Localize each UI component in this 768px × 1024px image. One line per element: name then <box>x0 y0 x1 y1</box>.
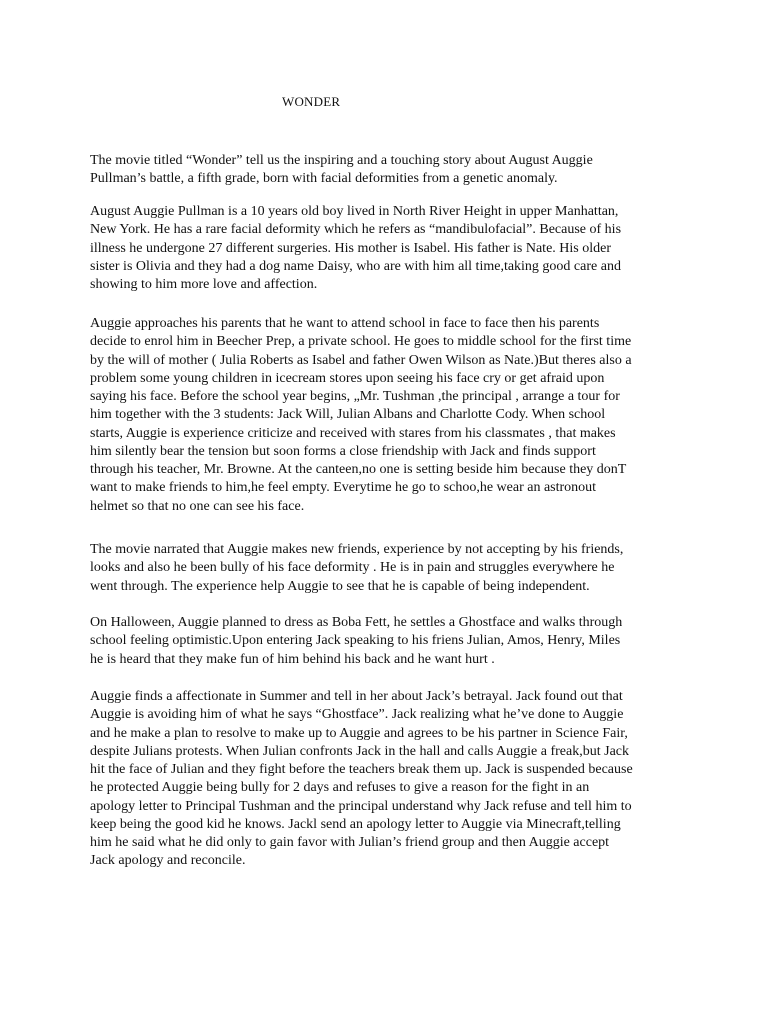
paragraph-school <box>90 315 690 516</box>
paragraph-line: he is heard that they make fun of him behind his back and he want hurt . <box>90 651 495 667</box>
paragraph-line: New York. He has a rare facial deformity which he refers as “mandibulofacial”. Because of his <box>90 222 622 238</box>
paragraph-line: want to make friends to him,he feel empty. Everytime he go to schoo,he wear an astronout <box>90 480 597 496</box>
paragraph-line: decide to enrol him in Beecher Prep, a private school. He goes to middle school for the first time <box>90 334 632 350</box>
paragraph-line: On Halloween, Auggie planned to dress as Boba Fett, he settles a Ghostface and walks through <box>90 615 623 630</box>
paragraph-line: looks and also he been bully of his face deformity . He is in pain and struggles everywhere he <box>90 560 615 576</box>
paragraph-line: Pullman’s battle, a fifth grade, born with facial deformities from a genetic anomaly. <box>90 171 558 187</box>
paragraph-line: August Auggie Pullman is a 10 years old boy lived in North River Height in upper Manhattan, <box>90 204 619 219</box>
paragraph-line: Auggie finds a affectionate in Summer and tell in her about Jack’s betrayal. Jack found out that <box>90 689 623 704</box>
paragraph-narration <box>90 541 690 596</box>
paragraph-line: he protected Auggie being bully for 2 days and refuses to give a reason for the fight in an <box>90 780 590 796</box>
paragraph-line: Auggie approaches his parents that he want to attend school in face to face then his parents <box>90 316 600 331</box>
paragraph-line: him silently bear the tension but soon forms a close friendship with Jack and finds support <box>90 443 596 459</box>
paragraph-line: him together with the 3 students: Jack Will, Julian Albans and Charlotte Cody. When school <box>90 407 606 423</box>
paragraph-line: keep being the good kid he knows. Jackl send an apology letter to Auggie via Minecraft,telling <box>90 816 621 832</box>
paragraph-line: Jack apology and reconcile. <box>90 853 246 869</box>
paragraph-line: The movie narrated that Auggie makes new friends, experience by not accepting by his friends, <box>90 542 624 557</box>
paragraph-line: went through. The experience help Auggie to see that he is capable of being independent. <box>90 578 590 594</box>
paragraph-line: illness he undergone 27 different surgeries. His mother is Isabel. His father is Nate. His older <box>90 240 611 256</box>
paragraph-line: by the will of mother ( Julia Roberts as Isabel and father Owen Wilson as Nate.)But theres also a <box>90 352 632 368</box>
paragraph-line: school feeling optimistic.Upon entering Jack speaking to his friens Julian, Amos, Henry, Miles <box>90 633 621 649</box>
paragraph-line: despite Julians protests. When Julian confronts Jack in the hall and calls Auggie a freak,but Jack <box>90 743 629 759</box>
paragraph-reconciliation <box>90 688 690 871</box>
paragraph-auggie-background <box>90 203 690 294</box>
paragraph-line: saying his face. Before the school year begins, „Mr. Tushman ,the principal , arrange a tour for <box>90 389 620 404</box>
paragraph-line: The movie titled “Wonder” tell us the inspiring and a touching story about August Auggie <box>90 153 593 168</box>
paragraph-line: starts, Auggie is experience criticize and received with stares from his classmates , that makes <box>90 425 616 441</box>
paragraph-line: helmet so that no one can see his face. <box>90 498 305 514</box>
paragraph-intro <box>90 152 690 189</box>
document-title: WONDER <box>282 94 341 109</box>
paragraph-line: apology letter to Principal Tushman and the principal understand why Jack refuse and tell him to <box>90 798 632 814</box>
paragraph-halloween <box>90 614 690 669</box>
paragraph-line: through his teacher, Mr. Browne. At the canteen,no one is setting beside him because they donT <box>90 462 627 477</box>
paragraph-line: and he make a plan to resolve to make up to Auggie and agrees to be his partner in Science Fair, <box>90 725 628 741</box>
paragraph-line: hit the face of Julian and they fight before the teachers break them up. Jack is suspended because <box>90 762 633 777</box>
paragraph-line: showing to him more love and affection. <box>90 277 318 292</box>
paragraph-line: Auggie is avoiding him of what he says “Ghostface”. Jack realizing what he’ve done to Auggie <box>90 707 624 723</box>
paragraph-line: problem some young children in icecream stores upon seeing his face cry or get afraid upon <box>90 370 605 386</box>
paragraph-line: him he said what he did only to gain favor with Julian’s friend group and then Auggie accept <box>90 835 610 850</box>
paragraph-line: sister is Olivia and they had a dog name Daisy, who are with him all time,taking good care and <box>90 258 621 274</box>
